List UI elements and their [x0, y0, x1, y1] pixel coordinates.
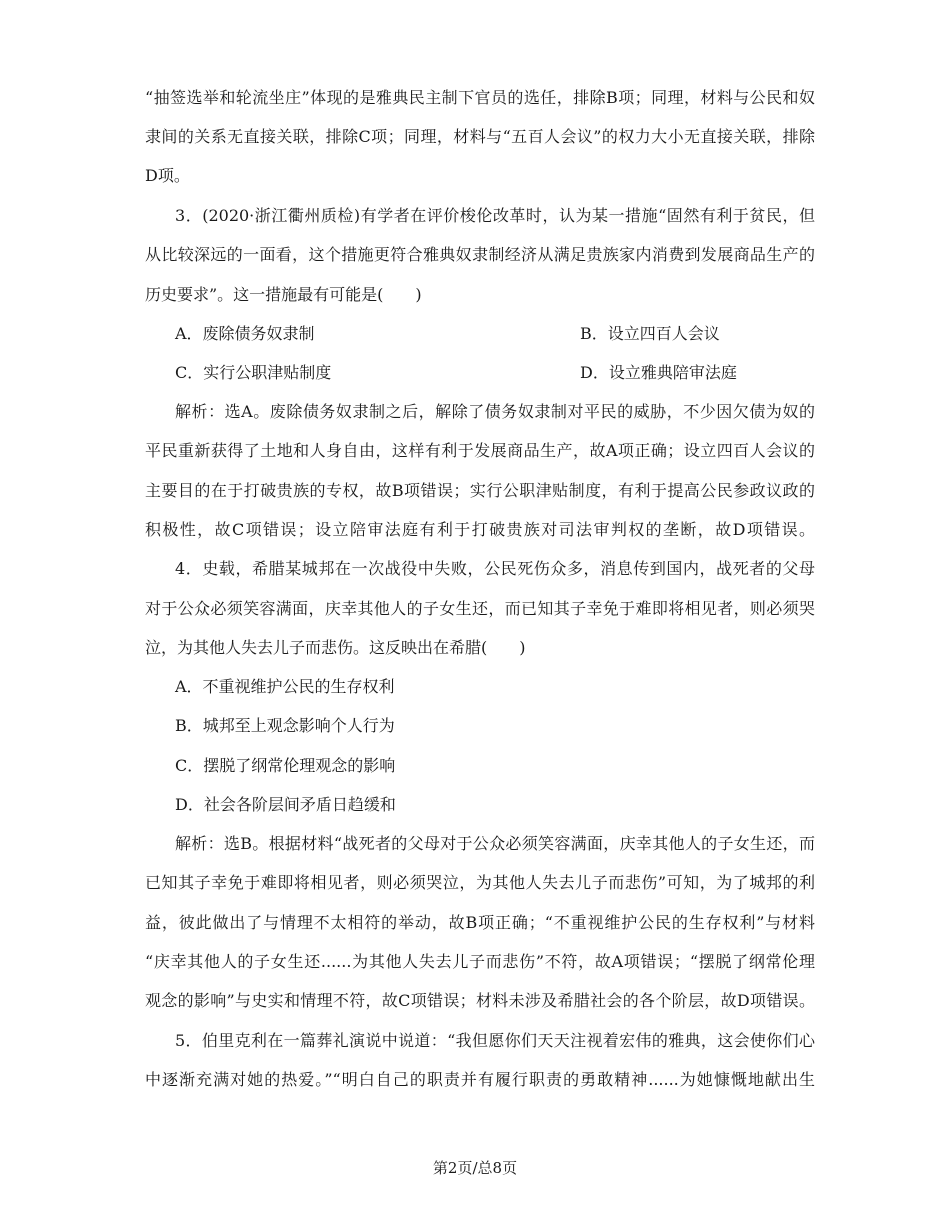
text-line: 中逐渐充满对她的热爱。”“明白自己的职责并有履行职责的勇敢精神......为她慷慨地献出生 — [145, 1070, 815, 1089]
text-line: “庆幸其他人的子女生还......为其他人失去儿子而悲伤”不符，故A项错误；“摆脱了纲常伦理 — [145, 952, 815, 971]
text-line: 益，彼此做出了与情理不太相符的举动，故B项正确；“不重视维护公民的生存权利”与材料 — [145, 913, 815, 932]
question-4-stem: 4．史载，希腊某城邦在一次战役中失败，公民死伤众多，消息传到国内，战死者的父母 — [175, 559, 815, 578]
q3-option-b: B．设立四百人会议 — [580, 324, 720, 343]
q4-option-a: A．不重视维护公民的生存权利 — [175, 677, 395, 696]
text-line: 历史要求”。这一措施最有可能是( ) — [145, 285, 422, 304]
text-line: 已知其子幸免于难即将相见者，则必须哭泣，为其他人失去儿子而悲伤”可知，为了城邦的利 — [145, 873, 815, 892]
text-line: 对于公众必须笑容满面，庆幸其他人的子女生还，而已知其子幸免于难即将相见者，则必须哭 — [145, 599, 815, 618]
q4-option-d: D．社会各阶层间矛盾日趋缓和 — [175, 795, 396, 814]
text-line: 积极性，故C项错误；设立陪审法庭有利于打破贵族对司法审判权的垄断，故D项错误。 — [145, 520, 815, 539]
q4-analysis: 解析：选B。根据材料“战死者的父母对于公众必须笑容满面，庆幸其他人的子女生还，而 — [175, 834, 815, 853]
page-footer: 第2页/总8页 — [432, 1159, 518, 1177]
q4-option-b: B．城邦至上观念影响个人行为 — [175, 716, 395, 735]
text-line: 隶间的关系无直接关联，排除C项；同理，材料与“五百人会议”的权力大小无直接关联，排除 — [145, 127, 815, 146]
text-line: “抽签选举和轮流坐庄”体现的是雅典民主制下官员的选任，排除B项；同理，材料与公民和奴 — [145, 88, 815, 107]
q3-analysis: 解析：选A。废除债务奴隶制之后，解除了债务奴隶制对平民的威胁，不少因欠债为奴的 — [175, 402, 815, 421]
text-line: 观念的影响”与史实和情理不符，故C项错误；材料未涉及希腊社会的各个阶层，故D项错误。 — [145, 991, 815, 1010]
q3-option-d: D．设立雅典陪审法庭 — [580, 363, 737, 382]
text-line: 从比较深远的一面看，这个措施更符合雅典奴隶制经济从满足贵族家内消费到发展商品生产的 — [145, 245, 815, 264]
text-line: 平民重新获得了土地和人身自由，这样有利于发展商品生产，故A项正确；设立四百人会议的 — [145, 441, 815, 460]
question-3-stem: 3．(2020·浙江衢州质检)有学者在评价梭伦改革时，认为某一措施“固然有利于贫民，但 — [175, 206, 815, 225]
text-line: 主要目的在于打破贵族的专权，故B项错误；实行公职津贴制度，有利于提高公民参政议政的 — [145, 481, 815, 500]
question-5-stem: 5．伯里克利在一篇葬礼演说中说道：“我但愿你们天天注视着宏伟的雅典，这会使你们心 — [175, 1031, 815, 1050]
q4-option-c: C．摆脱了纲常伦理观念的影响 — [175, 756, 396, 775]
q3-option-c: C．实行公职津贴制度 — [175, 363, 332, 382]
text-line: D项。 — [145, 166, 190, 185]
text-line: 泣，为其他人失去儿子而悲伤。这反映出在希腊( ) — [145, 638, 526, 657]
q3-option-a: A．废除债务奴隶制 — [175, 324, 315, 343]
